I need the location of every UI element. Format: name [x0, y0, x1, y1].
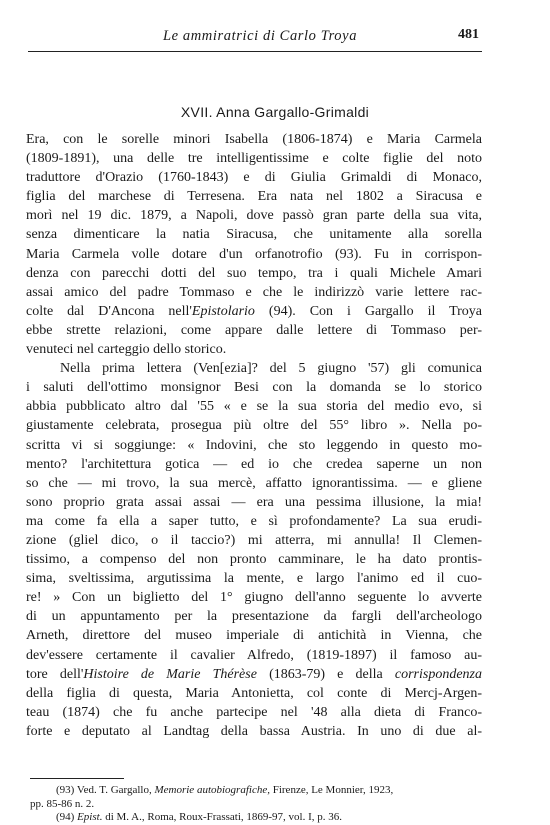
text-line: (1809-1891), una delle tre intelligentissime e colte figlie del noto: [26, 151, 482, 167]
footnotes: [30, 784, 484, 825]
text-line: Maria Carmela volle dotare d'un orfanotrofio (93). Fu in corrispon-: [26, 246, 482, 262]
text-fragment: colte dal D'Ancona nell': [26, 303, 192, 319]
text-line: Era, con le sorelle minori Isabella (1806-1874) e Maria Carmela: [26, 132, 482, 147]
text-line: re! » Con un biglietto del 1° giugno dell'anno seguente lo avverte: [26, 590, 482, 606]
text-line: morì nel 19 dic. 1879, a Napoli, dove passò gran parte della sua vita,: [26, 208, 482, 224]
text-line: so che — mi trovo, la sua mercè, affatto ignorantissima. — e gliene: [26, 475, 482, 491]
text-line: assai amico del padre Tommaso e che le indirizzò varie lettere rac-: [26, 284, 482, 300]
running-title: Le ammiratrici di Carlo Troya: [162, 28, 358, 44]
footnote-94: [30, 811, 484, 825]
text-line: denza con parecchi dotti del suo tempo, tra i quali Michele Amari: [26, 265, 482, 281]
footnote-text: (94): [56, 811, 78, 823]
footnote-text: Firenze, Le Monnier, 1923,: [269, 784, 394, 796]
footnote-text: (93) Ved. T. Gargallo,: [56, 784, 155, 796]
paragraph-first-line: Nella prima lettera (Ven[ezia]? del 5 giugno '57) gli comunica: [60, 361, 482, 377]
text-line: giustamente celebrata, prosegua più oltre del 55° libro ». Nella po-: [26, 418, 482, 434]
text-line: Arneth, direttore del museo imperiale di antichità in Vienna, che: [26, 628, 482, 644]
text-line: mento? l'architettura gotica — ed io che credea saperne un non: [26, 456, 482, 472]
text-line: senza dimenticare la natia Siracusa, che unitamente alla sorella: [26, 227, 482, 243]
footnote-93-continued: pp. 85-86 n. 2.: [30, 797, 95, 810]
text-line: di un appuntamento per la presentazione da fargli dell'archeologo: [26, 609, 482, 625]
text-line: sono proprio grata assai assai — era una pessima illusione, la mia!: [26, 494, 482, 510]
footnote-text: di M. A., Roma, Roux-Frassati, 1869-97, vol. I, p. 36.: [102, 811, 343, 823]
text-line-mixed: [26, 665, 482, 684]
text-line: teau (1874) che fu anche partecipe nel '48 alla dieta di Franco-: [26, 704, 482, 720]
footnote-rule: [30, 778, 124, 779]
text-line: ebbe strette relazioni, come appare dalle lettere di Tommaso per-: [26, 322, 482, 338]
text-line: zione (gliel dico, o il taccio?) mi atterra, mi annulla! Il Clemen-: [26, 532, 482, 548]
text-fragment: (1863-79) e della: [256, 666, 395, 682]
text-line: della figlia di questa, Maria Antonietta, col conte di Mercj-Argen-: [26, 685, 482, 701]
body-text: [26, 130, 482, 741]
work-title-italic: Epistolario: [191, 303, 255, 319]
work-title-italic: corrispondenza: [394, 666, 482, 682]
running-head: [0, 28, 550, 48]
work-title-italic: Histoire de Marie Thérèse: [83, 666, 257, 682]
header-rule: [28, 51, 482, 52]
text-line: figlia del marchese di Terresena. Era nata nel 1802 a Siracusa e: [26, 189, 482, 205]
text-line: ma come fa ella a saper tutto, e sì profondamente? La sua erudi-: [26, 513, 482, 529]
text-line: traduttore d'Orazio (1760-1843) e di Giulia Grimaldi di Monaco,: [26, 170, 482, 186]
text-line: forte e deputato al Landtag della bassa Austria. In uno di due al-: [26, 723, 482, 739]
text-line: sima, sveltissima, argutissima la mente, e largo l'animo ed il cuo-: [26, 571, 482, 587]
footnote-work-title: Epist.: [77, 811, 103, 823]
text-line: dev'essere certamente il cavalier Alfredo, (1819-1897) il famoso au-: [26, 647, 482, 663]
text-line: tissimo, a compenso del non pronto camminare, le ha dato prontis-: [26, 552, 482, 568]
footnote-work-title: Memorie autobiografiche,: [154, 784, 270, 796]
text-line: i saluti dell'ottimo monsignor Besi con la domanda se lo storico: [26, 380, 482, 396]
section-title: XVII. Anna Gargallo-Grimaldi: [180, 104, 370, 120]
text-line: venuteci nel carteggio dello storico.: [26, 342, 227, 358]
text-fragment: tore dell': [26, 666, 84, 682]
text-line-mixed: [26, 302, 482, 321]
text-fragment: (94). Con i Gargallo il Troya: [254, 303, 483, 319]
text-line: abbia pubblicato altro dal '55 « e se la sua storia del medio evo, si: [26, 399, 482, 415]
footnote-93: [30, 784, 484, 798]
page-number: 481: [458, 27, 479, 42]
text-line: scritta vi si soggiunge: « Indovini, che sto leggendo in questo mo-: [26, 437, 482, 453]
